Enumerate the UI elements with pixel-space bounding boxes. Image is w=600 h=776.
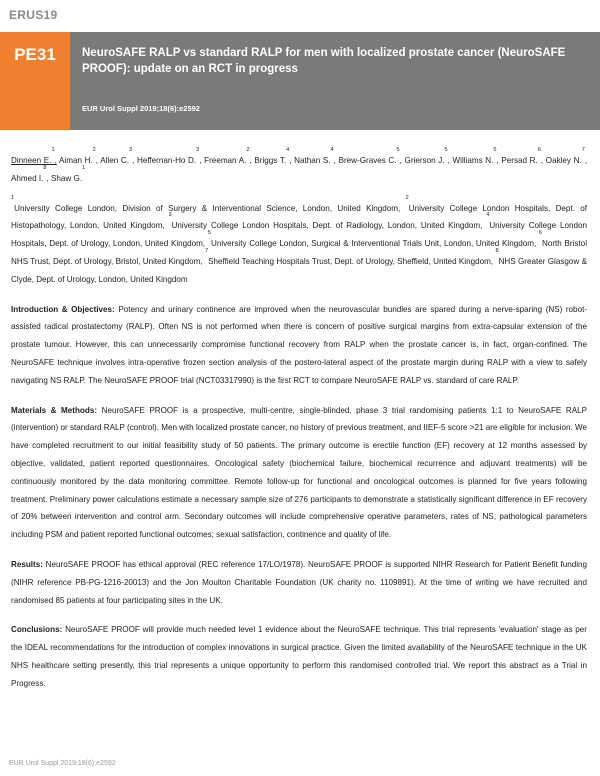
affiliation: Sheffield Teaching Hospitals Trust, Dept. of Urology, Sheffield, United Kingdom, <box>208 256 496 266</box>
section-label: Materials & Methods: <box>11 405 98 415</box>
abstract-header <box>0 32 600 130</box>
affiliation: NHS Greater Glasgow & Clyde, Dept. of Urology, London, United Kingdom <box>11 256 587 284</box>
section-introduction <box>11 301 587 390</box>
affiliation-list: $^1$University College London, Division of Surgery & Interventional Science, London, United Kingdom, $^2$University College London Hospitals, Dept. of Histopathology, London, United Kingdom, $^3$University College London Hospitals, Dept. of Radiology, London, United Kingdom, $^4$University College London Hospitals, Dept. of Urology, London, United Kingdom, $^5$University College London, Surgical & Interventional Trials Unit, London, United Kingdom, $^6$North Bristol NHS Trust, Dept. of Urology, Bristol, United Kingdom, $^7$Sheffield Teaching Hospitals Trust, Dept. of Urology, Sheffield, United Kingdom, $^8$NHS Greater Glasgow & Clyde, Dept. of Urology, London, United Kingdom <box>11 194 588 284</box>
author: Williams N.$^5$, <box>452 147 499 165</box>
section-text: NeuroSAFE PROOF is a prospective, multi-centre, single-blinded, phase 3 trial randomising patients 1:1 to NeuroSAFE RALP (intervention) or standard RALP (control). Men with localized prostate cancer, no history of previous treatment, and IIEF-5 score >21 are eligible for inclusion. We have completed recruitment to our initial feasibility study of 50 patients. The primary outcome is erectile function (EF) recovery at 12 months assessed by objective, validated, patient reported questionnaires. Oncological safety (biochemical failure, biochemical recurrence and adjuvant treatments) will be continuously monitored by the data monitoring committee. Remote follow-up for functional and oncological outcomes is planned for five years following treatment. Preliminary power calculations estimate a necessary sample size of 276 participants to demonstrate a statistically significant difference in EF recovery of 20% between intervention and control arm. Secondary outcomes will include comprehensive operative parameters, rates of NS, pathological parameters including PSM and patient reported functional outcomes; sexual satisfaction, continence and quality of life. <box>11 405 588 540</box>
section-label: Introduction & Objectives: <box>11 304 115 314</box>
conference-label: ERUS19 <box>9 8 58 22</box>
abstract-title: NeuroSAFE RALP vs standard RALP for men with localized prostate cancer (NeuroSAFE PROOF): update on an RCT in progress <box>82 47 566 75</box>
affiliation: University College London Hospitals, Dept. of Histopathology, London, United Kingdom, <box>11 203 587 231</box>
affiliation: University College London, Surgical & Interventional Trials Unit, London, United Kingdom, <box>210 239 539 249</box>
section-label: Conclusions: <box>11 625 63 635</box>
author: Aiman H.$^2$, <box>59 147 99 165</box>
author: Brew-Graves C.$^5$, <box>338 147 402 165</box>
abstract-code-box <box>0 32 70 130</box>
section-text: NeuroSAFE PROOF has ethical approval (REC reference 17/LO/1978). NeuroSAFE PROOF is supported NIHR Research for Patient Benefit funding (NIHR reference PB-PG-1216-20013) and the Jon Moulton Charitable Foundation (UK charity no. 1109891). At the time of writing we have recruited and randomised 85 patients at four participating sites in the UK. <box>11 559 587 605</box>
section-text: Potency and urinary continence are improved when the neurovascular bundles are spared during a nerve-sparing (NS) robot-assisted radical prostatectomy (RALP). Often NS is not performed when there is concern of positive surgical margins from extra-capsular extension of the prostate tumour. However, this can unnecessarily compromise functional recovery from RALP when the prostate cancer is, in fact, organ-confined. The NeuroSAFE technique involves intra-operative frozen section analysis of the postero-lateral aspect of the prostate margin during RALP with a view to safely navigating NS RALP. The NeuroSAFE PROOF trial (NCT03317990) is the first RCT to compare NeuroSAFE RALP vs. standard of care RALP. <box>11 304 588 385</box>
section-results <box>11 556 587 609</box>
author: Shaw G.$^1$ <box>51 164 86 183</box>
author: Dinneen E.$^1$, <box>11 147 57 165</box>
abstract-body <box>11 147 588 705</box>
author: Nathan S.$^4$, <box>294 147 336 165</box>
author: Heffernan-Ho D.$^3$, <box>136 147 202 165</box>
section-methods <box>11 402 587 544</box>
affiliation: University College London Hospitals, Dept. of Urology, London, United Kingdom, <box>11 221 588 249</box>
author: Grierson J.$^5$, <box>404 147 450 165</box>
section-label: Results: <box>11 559 43 569</box>
section-text: NeuroSAFE PROOF will provide much needed level 1 evidence about the NeuroSAFE technique. This trial represents 'evaluation' stage as per the IDEAL recommendations for the introduction of complex innovations in surgical practice. Given the limited availability of the NeuroSAFE technique in the UK NHS healthcare setting presently, this trial represents a unique opportunity to perform this randomised controlled trial. We report this abstract as a Trial in Progress. <box>11 625 587 688</box>
citation: EUR Urol Suppl 2019;18(6):e2592 <box>82 104 200 113</box>
affiliation: University College London Hospitals, Dept. of Radiology, London, United Kingdom, <box>171 221 487 231</box>
section-conclusions <box>11 621 587 692</box>
author: Allen C.$^3$, <box>100 147 135 165</box>
abstract-code: PE31 <box>14 45 56 64</box>
author: Briggs T.$^4$, <box>254 147 292 165</box>
page-footer: EUR Urol Suppl 2019;18(6):e2592 <box>9 760 116 767</box>
author: Freeman A.$^2$, <box>204 147 252 165</box>
author: Ahmed I.$^8$, <box>11 164 49 183</box>
author: Oakley N.$^7$, <box>545 147 588 165</box>
author-list <box>11 147 588 188</box>
author: Persad R.$^6$, <box>501 147 544 165</box>
affiliation: University College London, Division of Surgery & Interventional Science, London, United Kingdom, <box>14 203 406 213</box>
affiliation: North Bristol NHS Trust, Dept. of Urology, Bristol, United Kingdom, <box>11 239 587 266</box>
top-bar <box>0 0 600 30</box>
